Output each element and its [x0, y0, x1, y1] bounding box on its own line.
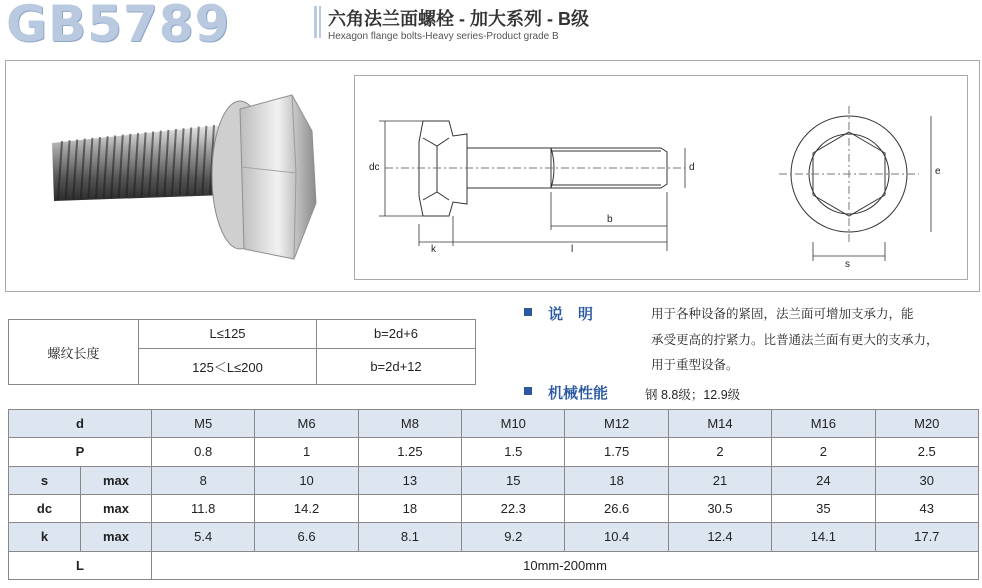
table-cell: 2 — [668, 438, 771, 466]
table-cell: 22.3 — [462, 494, 565, 522]
table-cell: 14.1 — [772, 523, 875, 551]
title-chinese: 六角法兰面螺栓 - 加大系列 - B级 — [328, 9, 589, 29]
row-label-s: s — [9, 466, 81, 494]
spec-table — [8, 409, 979, 580]
table-cell: 1.75 — [565, 438, 668, 466]
mechanical-bullet-icon — [524, 387, 532, 395]
title-english: Hexagon flange bolts-Heavy series-Product grade B — [328, 31, 559, 42]
table-cell: M12 — [565, 410, 668, 438]
table-cell: 35 — [772, 494, 875, 522]
table-cell: 1.25 — [358, 438, 461, 466]
table-cell: 8.1 — [358, 523, 461, 551]
table-cell: 10.4 — [565, 523, 668, 551]
table-cell: 6.6 — [255, 523, 358, 551]
table-cell: 8 — [152, 466, 255, 494]
table-row — [9, 494, 979, 522]
dim-e-label: e — [935, 166, 941, 177]
table-cell: M14 — [668, 410, 771, 438]
table-cell: M16 — [772, 410, 875, 438]
table-row — [9, 523, 979, 551]
table-cell: 5.4 — [152, 523, 255, 551]
row-label-p: P — [9, 438, 152, 466]
table-cell: 2.5 — [875, 438, 978, 466]
header-divider — [314, 6, 317, 38]
header-divider — [319, 6, 321, 38]
dim-d-label: d — [689, 162, 695, 173]
table-row — [9, 410, 979, 438]
table-cell: 13 — [358, 466, 461, 494]
dim-k-label: k — [431, 244, 436, 255]
bolt-photo — [44, 83, 334, 283]
dim-s-label: s — [845, 259, 850, 270]
thread-formula: b=2d+12 — [317, 348, 476, 384]
mechanical-grades: 钢 8.8级；12.9级 — [645, 388, 741, 402]
row-sub-label: max — [81, 494, 152, 522]
thread-range: 125＜L≤200 — [139, 348, 317, 384]
table-cell: 18 — [358, 494, 461, 522]
row-label-l: L — [9, 551, 152, 579]
table-cell: 9.2 — [462, 523, 565, 551]
row-sub-label: max — [81, 466, 152, 494]
table-cell: M6 — [255, 410, 358, 438]
table-cell: 43 — [875, 494, 978, 522]
table-cell: 26.6 — [565, 494, 668, 522]
table-row — [9, 438, 979, 466]
table-cell: 21 — [668, 466, 771, 494]
table-cell: 11.8 — [152, 494, 255, 522]
table-cell: 0.8 — [152, 438, 255, 466]
table-cell: 30.5 — [668, 494, 771, 522]
standard-code: GB5789 — [6, 0, 231, 53]
length-range-cell: 10mm-200mm — [152, 551, 979, 579]
mechanical-title: 机械性能 — [548, 385, 609, 402]
table-row — [9, 466, 979, 494]
table-cell: 1.5 — [462, 438, 565, 466]
table-cell: 1 — [255, 438, 358, 466]
table-cell: 10 — [255, 466, 358, 494]
thread-row — [9, 320, 476, 349]
row-label-dc: dc — [9, 494, 81, 522]
table-cell: 15 — [462, 466, 565, 494]
table-cell: M20 — [875, 410, 978, 438]
table-cell: 24 — [772, 466, 875, 494]
table-cell: 14.2 — [255, 494, 358, 522]
thread-length-label: 螺纹长度 — [9, 320, 139, 385]
description-line: 用于重型设备。 — [651, 358, 739, 372]
description-line: 用于各种设备的紧固，法兰面可增加支承力，能 — [651, 307, 914, 321]
dim-dc-label: dc — [369, 162, 380, 173]
table-cell: 30 — [875, 466, 978, 494]
table-cell: 2 — [772, 438, 875, 466]
technical-drawing — [354, 75, 968, 280]
table-cell: 18 — [565, 466, 668, 494]
thread-formula: b=2d+6 — [317, 320, 476, 349]
row-label-d: d — [9, 410, 152, 438]
thread-range: L≤125 — [139, 320, 317, 349]
description-line: 承受更高的拧紧力。比普通法兰面有更大的支承力， — [651, 333, 939, 347]
dim-b-label: b — [607, 214, 613, 225]
dim-l-label: l — [571, 244, 574, 255]
table-cell: 12.4 — [668, 523, 771, 551]
table-cell: 17.7 — [875, 523, 978, 551]
thread-length-table — [8, 319, 476, 385]
table-cell: M10 — [462, 410, 565, 438]
figure-panel — [5, 60, 980, 292]
description-bullet-icon — [524, 308, 532, 316]
table-cell: M8 — [358, 410, 461, 438]
row-label-k: k — [9, 523, 81, 551]
table-row — [9, 551, 979, 579]
table-cell: M5 — [152, 410, 255, 438]
row-sub-label: max — [81, 523, 152, 551]
description-title: 说 明 — [548, 306, 594, 323]
